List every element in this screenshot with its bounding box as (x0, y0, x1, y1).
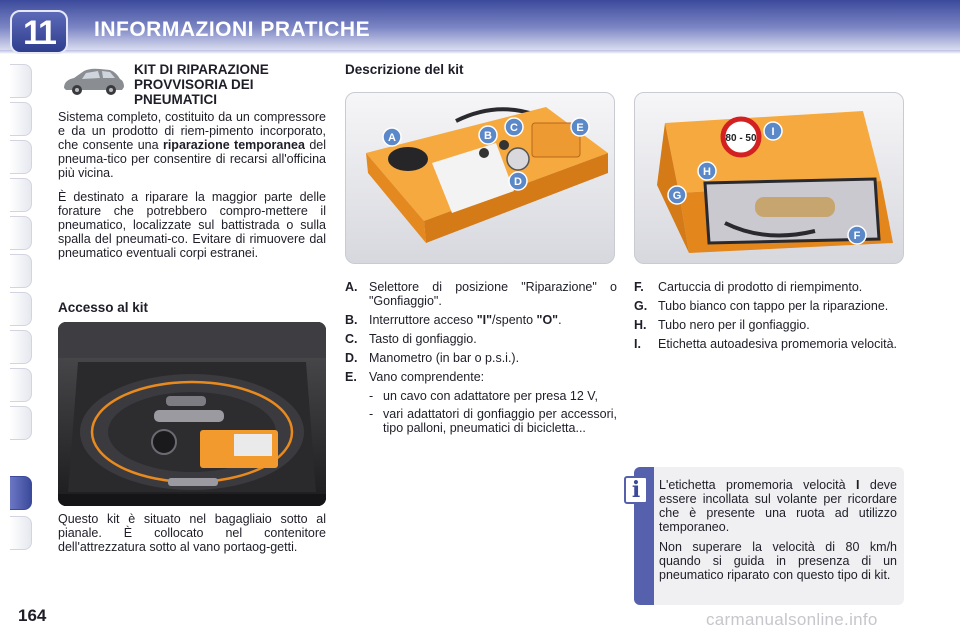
list-item-text: . (558, 313, 562, 327)
access-paragraph: Questo kit è situato nel bagagliaio sotto al pianale. È collocato nel contenitore dell'attrezzatura sotto al vano portaog-getti. (58, 512, 326, 554)
list-item-text: Tasto di gonfiaggio. (369, 332, 477, 346)
list-item-letter: E. (345, 370, 357, 384)
chapter-side-tabs (10, 64, 32, 574)
list-item (634, 318, 904, 332)
side-tab[interactable] (10, 140, 32, 174)
info-paragraph (659, 478, 897, 534)
sub-list-dash: - (369, 389, 374, 403)
kit-p1-text: Sistema completo, costituito da un compressore e da un prodotto di riem-pimento incorporato, che consente una (58, 110, 326, 152)
list-item-text: Vano comprendente: (369, 370, 485, 384)
info-paragraph: Non superare la velocità di 80 km/h quando si guida in presenza di un pneumatico riparato con questo tipo di kit. (659, 540, 897, 582)
list-item (345, 332, 617, 346)
kit-p1-text-end: del pneuma-tico per consentire di recarsi all'officina più vicina. (58, 138, 327, 180)
page-number: 164 (18, 606, 47, 625)
side-tab[interactable] (10, 330, 32, 364)
list-item-letter: A. (345, 280, 358, 294)
list-item-emphasis: "I" (476, 313, 493, 327)
list-item (634, 337, 904, 351)
trunk-photo (58, 322, 326, 506)
list-item-text: Manometro (in bar o p.s.i.). (369, 351, 520, 365)
info-p1-text-end: deve essere incollata sul volante per ricordare che è presente una ruota ad utilizzo temporaneo. (659, 478, 897, 534)
list-item-text: Etichetta autoadesiva promemoria velocità. (658, 337, 898, 351)
sub-list-item (345, 389, 617, 403)
side-tab[interactable] (10, 368, 32, 402)
list-item-letter: C. (345, 332, 358, 346)
list-item-text: Cartuccia di prodotto di riempimento. (658, 280, 863, 294)
kit-p1-emphasis: riparazione temporanea (162, 138, 305, 152)
list-item-text: Interruttore acceso (369, 313, 477, 327)
callout-label: C (510, 122, 518, 134)
sub-list-text: un cavo con adattatore per presa 12 V, (383, 389, 598, 403)
callout-label: H (703, 166, 711, 178)
section-title-description: Descrizione del kit (345, 62, 464, 77)
callout-label: A (388, 132, 396, 144)
list-item-letter: G. (634, 299, 648, 313)
list-item (634, 280, 904, 294)
list-item (634, 299, 904, 313)
list-item-text: /spento (492, 313, 537, 327)
watermark: carmanualsonline.info (706, 610, 878, 629)
list-item-letter: D. (345, 351, 358, 365)
component-list-left (345, 280, 617, 439)
callout-label: F (853, 230, 861, 242)
callout-label: I (771, 126, 775, 138)
sticker-speed-text: 80 - 50 (725, 133, 757, 144)
sub-list-text: vari adattatori di gonfiaggio per accessori, tipo palloni, pneumatici di bicicletta... (383, 407, 617, 435)
list-item-text: Selettore di posizione "Riparazione" o "Gonfiaggio". (369, 280, 617, 308)
sub-list-item (345, 407, 617, 435)
callout-label: D (514, 176, 522, 188)
list-item-text: Tubo bianco con tappo per la riparazione. (658, 299, 889, 313)
list-item-text: Tubo nero per il gonfiaggio. (658, 318, 810, 332)
kit-photo-back (634, 92, 904, 264)
list-item (345, 370, 617, 384)
side-tab[interactable] (10, 216, 32, 250)
list-item (345, 280, 617, 308)
callout-label: B (484, 130, 492, 142)
section-title-access: Accesso al kit (58, 300, 149, 315)
info-icon: i (624, 476, 648, 504)
list-item-emphasis: "O" (536, 313, 559, 327)
list-item (345, 313, 617, 327)
chapter-tab[interactable] (10, 10, 68, 54)
page-title: INFORMAZIONI PRATICHE (94, 18, 371, 41)
side-tab[interactable] (10, 102, 32, 136)
info-text (659, 478, 897, 588)
car-icon (60, 66, 126, 96)
kit-photo-front (345, 92, 615, 264)
list-item (345, 351, 617, 365)
info-p1-emphasis: I (855, 478, 860, 492)
kit-purpose-paragraph: È destinato a riparare la maggior parte delle forature che potrebbero compro-mettere il pneumatico, localizzate sul battistrada o sulla spalla del pneumati-co. Evitare di rimuovere dal pneumatico eventuali corpi estranei. (58, 190, 326, 260)
callout-label: E (576, 122, 584, 134)
info-p1-text: L'etichetta promemoria velocità (659, 478, 856, 492)
list-item-letter: H. (634, 318, 647, 332)
kit-description-paragraph (58, 110, 326, 180)
side-tab[interactable] (10, 254, 32, 288)
side-tab-active[interactable] (10, 476, 32, 510)
side-tab[interactable] (10, 178, 32, 212)
sub-list-dash: - (369, 407, 374, 421)
list-item-letter: F. (634, 280, 644, 294)
side-tab[interactable] (10, 406, 32, 440)
side-tab[interactable] (10, 516, 32, 550)
side-tab[interactable] (10, 292, 32, 326)
chapter-number: 11 (23, 14, 55, 52)
callout-label: G (672, 190, 682, 202)
header-shadow (0, 50, 960, 54)
side-tab[interactable] (10, 64, 32, 98)
list-item-letter: I. (634, 337, 641, 351)
list-item-letter: B. (345, 313, 358, 327)
section-title-kit: KIT DI RIPARAZIONE PROVVISORIA DEI PNEUMATICI (134, 62, 269, 107)
component-list-right (634, 280, 904, 356)
